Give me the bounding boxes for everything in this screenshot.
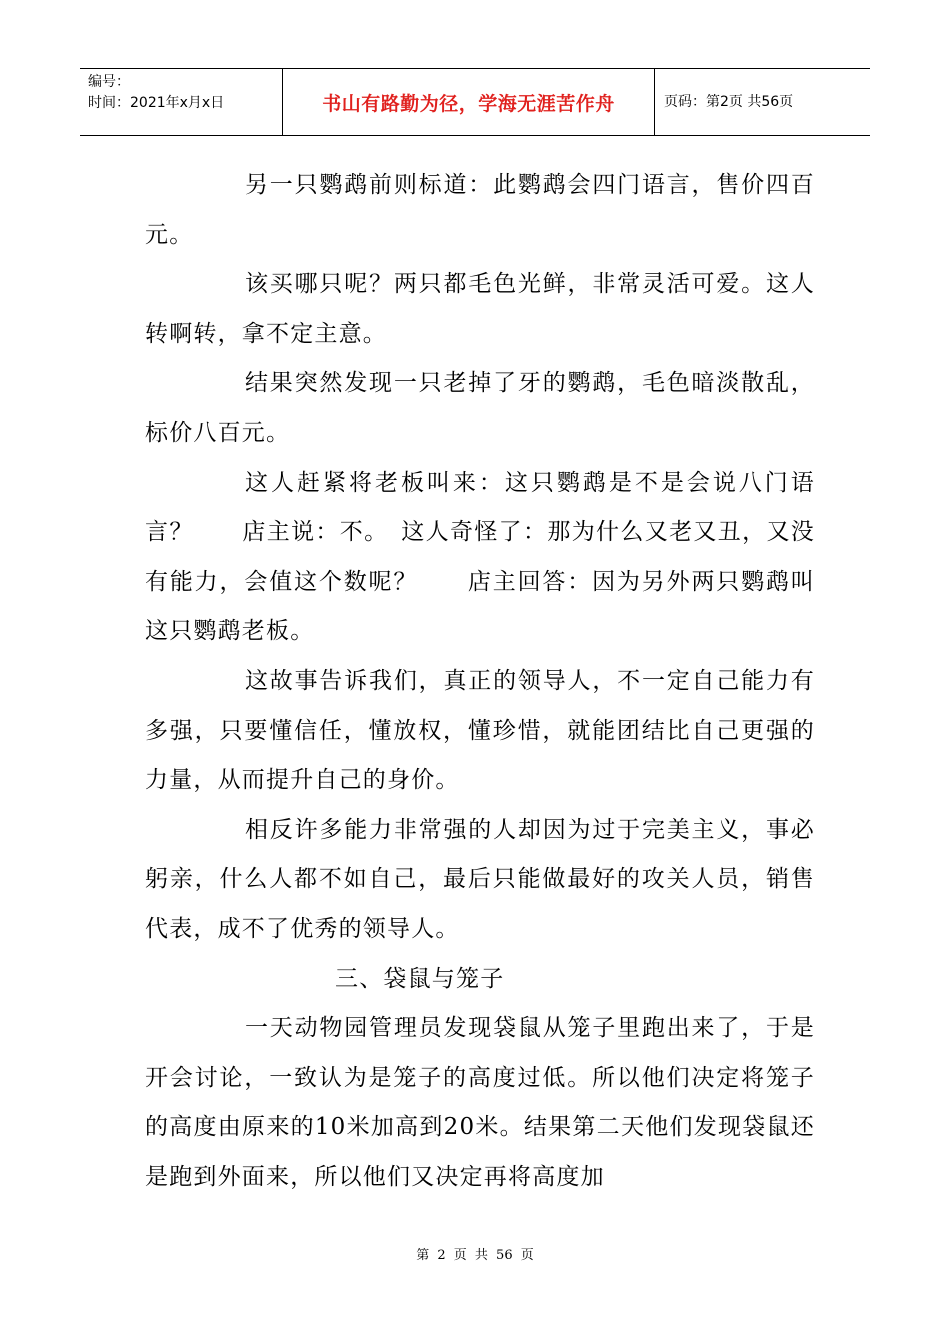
section-title: 三、袋鼠与笼子 <box>335 965 505 992</box>
body-paragraph: 该买哪只呢？两只都毛色光鲜，非常灵活可爱。这人转啊转，拿不定主意。 <box>145 271 815 347</box>
body-paragraph: 相反许多能力非常强的人却因为过于完美主义，事必躬亲，什么人都不如自己，最后只能做最好的攻关人员，销售代表，成不了优秀的领导人。 <box>145 816 815 942</box>
body-paragraph: 一天动物园管理员发现袋鼠从笼子里跑出来了，于是开会讨论，一致认为是笼子的高度过低。所以他们决定将笼子的高度由原来的10米加高到20米。结果第二天他们发现袋鼠还是跑到外面来，所以他们又决定再将高度加 <box>145 1015 815 1190</box>
body-paragraph: 结果突然发现一只老掉了牙的鹦鹉，毛色暗淡散乱，标价八百元。 <box>145 370 815 446</box>
header-meta-cell <box>80 69 283 135</box>
page-header <box>80 68 870 136</box>
body-paragraph: 这故事告诉我们，真正的领导人，不一定自己能力有多强，只要懂信任，懂放权，懂珍惜，就能团结比自己更强的力量，从而提升自己的身价。 <box>145 667 815 794</box>
doc-number-label: 编号： <box>88 74 130 90</box>
page-footer: 第 2 页 共 56 页 <box>416 1248 534 1263</box>
document-body <box>145 161 815 1202</box>
header-page-info: 页码：第2页 共56页 <box>664 94 794 110</box>
body-paragraph: 另一只鹦鹉前则标道：此鹦鹉会四门语言，售价四百元。 <box>145 172 815 248</box>
time-label: 时间：2021年x月x日 <box>88 95 225 111</box>
header-motto: 书山有路勤为径，学海无涯苦作舟 <box>283 69 655 135</box>
body-paragraph: 这人赶紧将老板叫来：这只鹦鹉是不是会说八门语言？ 店主说：不。 这人奇怪了：那为什么又老又丑，又没有能力，会值这个数呢？ 店主回答：因为另外两只鹦鹉叫这只鹦鹉老板。 <box>145 469 815 645</box>
